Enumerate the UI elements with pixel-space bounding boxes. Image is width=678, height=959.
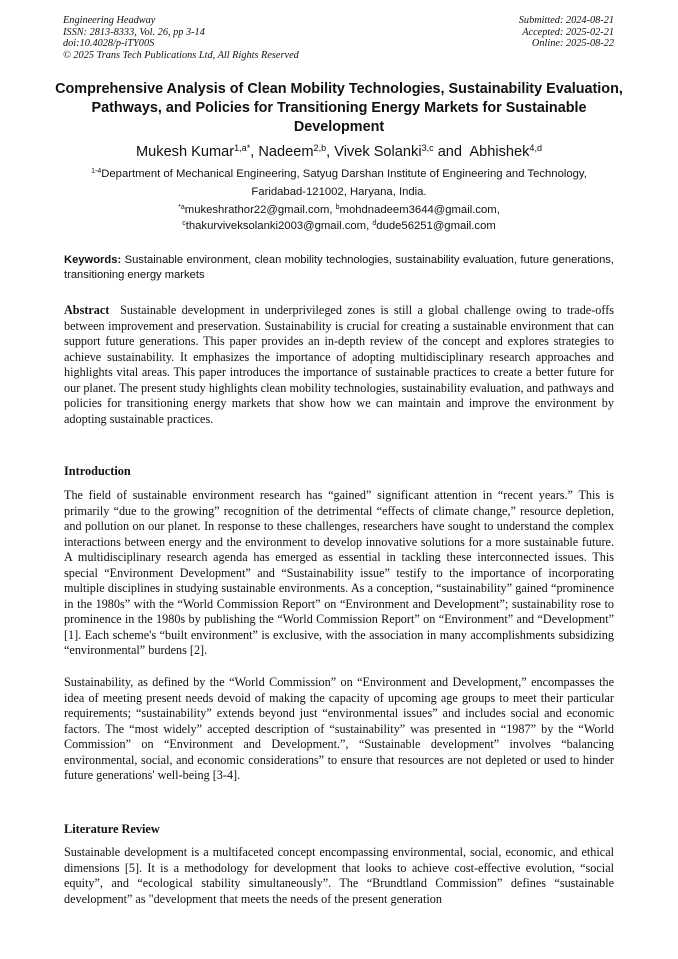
author-emails xyxy=(70,203,608,235)
email-link[interactable]: mukeshrathor22@gmail.com, xyxy=(184,204,336,216)
copyright-line: © 2025 Trans Tech Publications Ltd, All Rights Reserved xyxy=(63,49,299,61)
doi-line: doi:10.4028/p-iTY00S xyxy=(63,38,155,50)
abstract xyxy=(64,303,614,427)
introduction-paragraph: The field of sustainable environment research has “gained” significant attention in “recent years.” This is primarily “due to the growing” recognition of the detrimental “effects of climate change,” resource depletion, and pollution on our planet. In response to these challenges, researchers have sought to understand the complex interactions between energy and the environment to develop innovative solutions for a more sustainable future. A multidisciplinary research agenda has emerged as essential in tackling these interconnected issues. This special “Environment Development” and “Sustainability issue” testify to the importance of incorporating multiple disciplines in studying sustainable environments. As a conception, “sustainability” gained “prominence in the 1980s” with the “World Commission Report” on “Environment and Development”; sustainability rose to prominence in the 1980s by publishing the “World Commission Report” on “Environment” and “Development” [1]. Each scheme's “built environment” is exclusive, with the association in many accomplishments subsidizing “environmental” burdens [2]. xyxy=(64,488,614,657)
submitted-date: Submitted: 2024-08-21 xyxy=(518,15,614,26)
literature-review-heading: Literature Review xyxy=(64,822,160,836)
journal-name: Engineering Headway xyxy=(63,15,156,26)
abstract-text: Sustainable development in underprivileged zones is still a global challenge owing to trade-offs between improvement and preservation. Sustainability is crucial for creating a sustainable environment that can support future generations. This paper provides an in-depth review of the concept and explores strategies to achieve sustainability. It emphasizes the importance of adopting multidisciplinary research approaches and highlights vital areas. This paper introduces the importance of sustainable practices to create a better future for our planet. The present study highlights clean mobility technologies, sustainability evaluation, and pathways and policies for transitioning energy markets that show how we can maintain and improve the environment by adopting sustainable practices. xyxy=(64,303,614,426)
email-link[interactable]: mohdnadeem3644@gmail.com, xyxy=(339,204,500,216)
author: Mukesh Kumar$^{1,a*}$, xyxy=(136,143,259,160)
email-line: $^{*a}$mukeshrathor22@gmail.com, $^b$mohdnadeem3644@gmail.com, xyxy=(178,204,500,216)
literature-review-paragraph: Sustainable development is a multifaceted concept encompassing environmental, social, economic, and ethical dimensions [5]. It is a methodology for development that looks to achieve cost-effective evolution, “social equity”, and “ecological stability simultaneously”. The “Brundtland Commission” defines “sustainable development” as "development that meets the needs of the present generation xyxy=(64,845,614,906)
keywords-text: Sustainable environment, clean mobility technologies, sustainability evaluation, future generations, transitioning energy markets xyxy=(64,254,615,281)
accepted-date: Accepted: 2025-02-21 xyxy=(522,26,614,38)
email-link[interactable]: thakurviveksolanki2003@gmail.com, xyxy=(185,220,373,232)
issn-line: ISSN: 2813-8333, Vol. 26, pp 3-14 xyxy=(63,26,205,38)
keywords xyxy=(64,253,614,283)
author: Nadeem$^{2,b}$, xyxy=(258,143,335,160)
online-date: Online: 2025-08-22 xyxy=(531,38,614,50)
paper-title: Comprehensive Analysis of Clean Mobility Technologies, Sustainability Evaluation, Pathways, and Policies for Transitioning Energy Markets for Sustainable Development xyxy=(55,81,623,135)
author: Vivek Solanki$^{3,c}$ and xyxy=(334,143,470,160)
author-list xyxy=(40,143,638,162)
keywords-label: Keywords: xyxy=(64,254,122,266)
abstract-label: Abstract xyxy=(64,303,110,317)
author: Abhishek$^{4,d}$ xyxy=(469,143,542,160)
email-link[interactable]: dude56251@gmail.com xyxy=(376,220,496,232)
affiliation: $^{1-4}$Department of Mechanical Engineering, Satyug Darshan Institute of Engineering and Technology, Faridabad-121002, Haryana, India. xyxy=(91,168,587,198)
introduction-heading: Introduction xyxy=(64,464,131,478)
introduction-paragraph: Sustainability, as defined by the “World Commission” on “Environment and Development,” encompasses the idea of meeting present needs devoid of making the capacity of upcoming age groups to meet their particular requirements; “sustainability” extends beyond just “environmental issues” and includes social and economic factors. The “most widely” accepted description of “sustainability” was presented in “1987” by the “World Commission” on “Environment and Development.”, “Sustainable development” involves “balancing environmental, social, and economic considerations” to ensure that resources are not depleted or used to hinder future generations' well-being [3-4]. xyxy=(64,675,614,782)
journal-header xyxy=(63,15,299,61)
dates-header xyxy=(519,15,614,50)
email-line: $^c$thakurviveksolanki2003@gmail.com, $^d$dude56251@gmail.com xyxy=(182,220,496,232)
